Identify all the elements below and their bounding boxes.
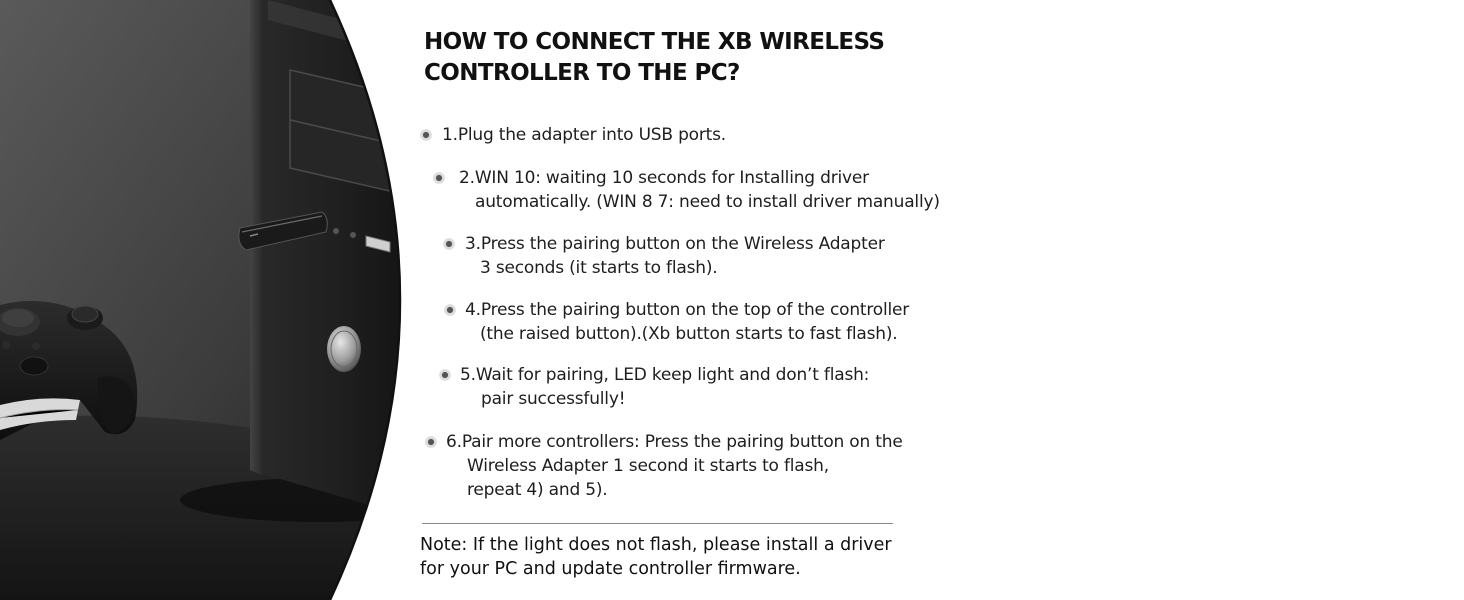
step-line: 1.Plug the adapter into USB ports. (442, 125, 726, 145)
step-line: 5.Wait for pairing, LED keep light and don’t flash: (460, 365, 870, 385)
bullet-icon (420, 129, 432, 141)
step-line: 6.Pair more controllers: Press the pairing button on the (446, 432, 903, 452)
bullet-icon (425, 436, 437, 448)
step-text (459, 166, 940, 214)
step-line: 3.Press the pairing button on the Wireless Adapter (465, 234, 885, 254)
step-line: 3 seconds (it starts to flash). (480, 258, 718, 278)
step-line: Wireless Adapter 1 second it starts to flash, (467, 456, 829, 476)
bullet-icon (439, 369, 451, 381)
step-line: 4.Press the pairing button on the top of the controller (465, 300, 910, 320)
step-text (446, 430, 903, 502)
title-line-1: HOW TO CONNECT THE XB WIRELESS (424, 29, 885, 55)
step-text (460, 363, 869, 411)
page-title (424, 27, 884, 89)
divider (422, 523, 893, 524)
bullet-icon (433, 172, 445, 184)
note-text (420, 533, 892, 581)
step-line: repeat 4) and 5). (467, 480, 608, 500)
step-text (465, 232, 885, 280)
note-line-2: for your PC and update controller firmware. (420, 559, 801, 579)
step-line: pair successfully! (481, 389, 626, 409)
pc-tower (250, 0, 420, 520)
step-line: (the raised button).(Xb button starts to fast flash). (480, 324, 898, 344)
step-line: 2.WIN 10: waiting 10 seconds for Installing driver (459, 168, 869, 188)
product-photo (0, 0, 440, 600)
note-line-1: Note: If the light does not flash, please install a driver (420, 535, 892, 555)
bullet-icon (444, 304, 456, 316)
bullet-icon (443, 238, 455, 250)
step-text (442, 123, 726, 147)
step-line: automatically. (WIN 8 7: need to install driver manually) (475, 192, 940, 212)
title-line-2: CONTROLLER TO THE PC? (424, 60, 740, 86)
step-text (465, 298, 909, 346)
